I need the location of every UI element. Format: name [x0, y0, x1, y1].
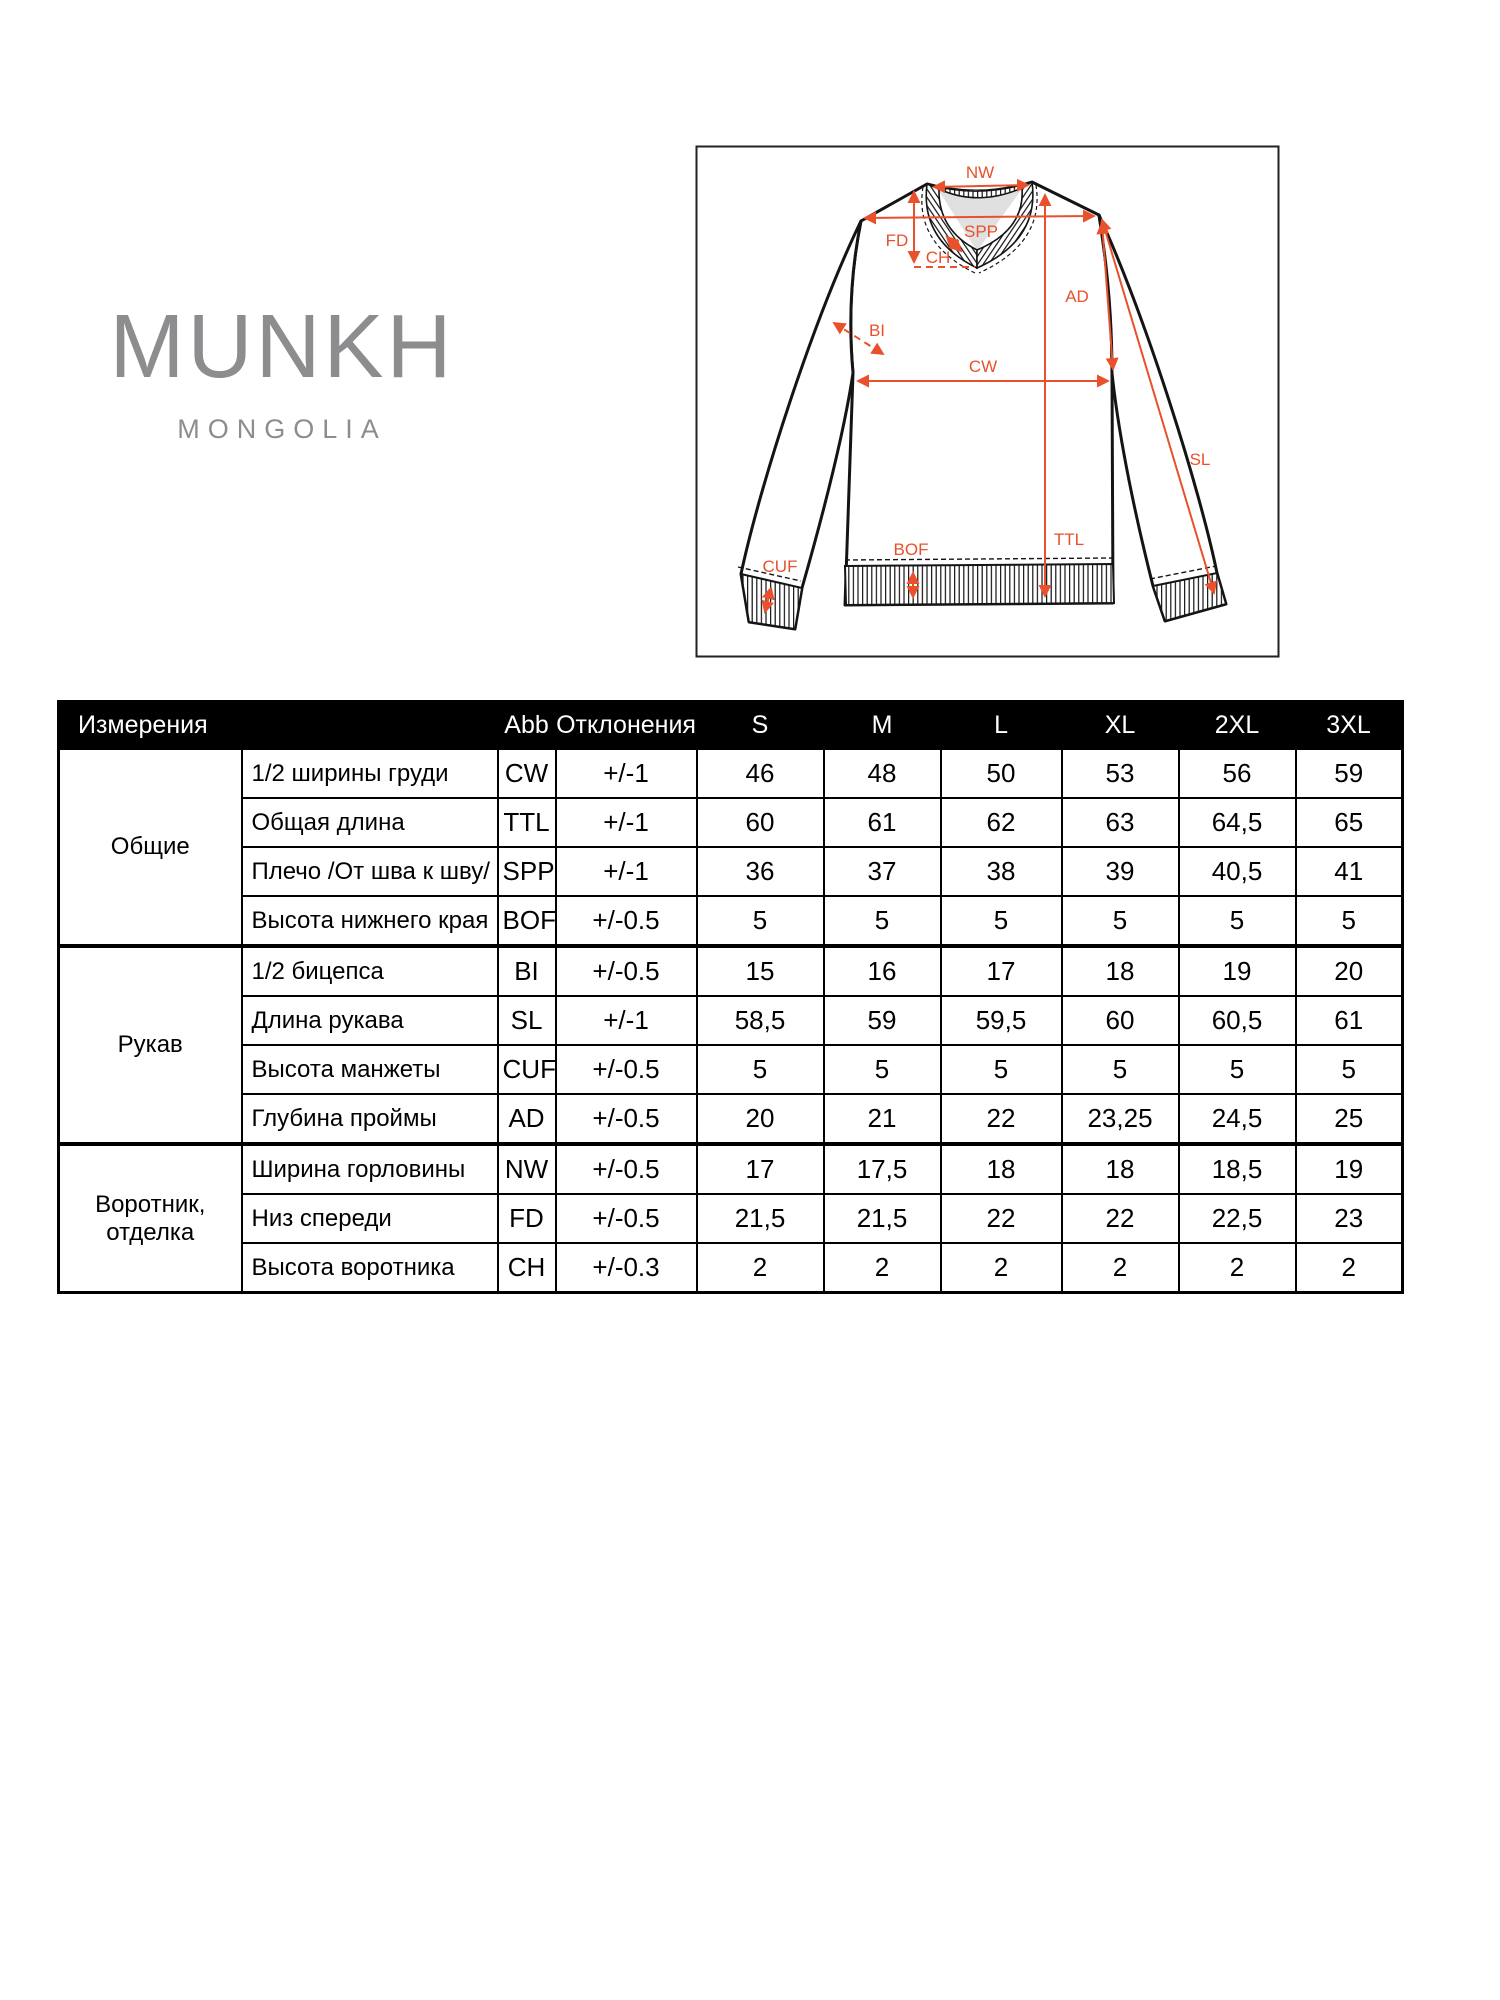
- sweater-measurement-diagram: [695, 145, 1280, 658]
- group-cell: Рукав: [59, 946, 242, 1144]
- value-cell: 2: [1179, 1243, 1296, 1293]
- header-size-3xl: 3XL: [1296, 702, 1403, 750]
- value-cell: 19: [1179, 946, 1296, 996]
- abbreviation-cell: TTL: [498, 798, 556, 847]
- value-cell: 5: [1062, 896, 1179, 946]
- value-cell: 5: [1179, 1045, 1296, 1094]
- header-size-m: M: [824, 702, 941, 750]
- header-size-l: L: [941, 702, 1062, 750]
- value-cell: 5: [697, 896, 824, 946]
- value-cell: 50: [941, 749, 1062, 798]
- table-row: [59, 749, 1403, 798]
- cuf-label: CUF: [762, 557, 798, 576]
- value-cell: 5: [941, 896, 1062, 946]
- value-cell: 61: [824, 798, 941, 847]
- value-cell: 41: [1296, 847, 1403, 896]
- value-cell: 22,5: [1179, 1194, 1296, 1243]
- table-row: [59, 847, 1403, 896]
- measure-label-cell: Длина рукава: [242, 996, 498, 1045]
- value-cell: 19: [1296, 1144, 1403, 1194]
- table-row: [59, 996, 1403, 1045]
- value-cell: 39: [1062, 847, 1179, 896]
- value-cell: 17,5: [824, 1144, 941, 1194]
- value-cell: 21: [824, 1094, 941, 1144]
- table-row: [59, 1243, 1403, 1293]
- deviation-cell: +/-1: [556, 749, 697, 798]
- value-cell: 2: [1062, 1243, 1179, 1293]
- abbreviation-cell: CUF: [498, 1045, 556, 1094]
- deviation-cell: +/-0.5: [556, 1194, 697, 1243]
- measure-label-cell: 1/2 ширины груди: [242, 749, 498, 798]
- value-cell: 65: [1296, 798, 1403, 847]
- value-cell: 59,5: [941, 996, 1062, 1045]
- deviation-cell: +/-0.3: [556, 1243, 697, 1293]
- group-cell: Общие: [59, 749, 242, 946]
- sweater-diagram-svg: [695, 145, 1280, 658]
- brand-logo: [104, 297, 460, 445]
- value-cell: 40,5: [1179, 847, 1296, 896]
- value-cell: 17: [697, 1144, 824, 1194]
- value-cell: 5: [1296, 1045, 1403, 1094]
- measure-label-cell: Глубина проймы: [242, 1094, 498, 1144]
- value-cell: 58,5: [697, 996, 824, 1045]
- abbreviation-cell: SL: [498, 996, 556, 1045]
- value-cell: 21,5: [824, 1194, 941, 1243]
- fd-label: FD: [885, 231, 909, 250]
- value-cell: 60: [1062, 996, 1179, 1045]
- value-cell: 22: [941, 1094, 1062, 1144]
- bof-label: BOF: [893, 540, 929, 559]
- deviation-cell: +/-0.5: [556, 896, 697, 946]
- spp-label: SPP: [963, 222, 999, 241]
- measure-label-cell: Низ спереди: [242, 1194, 498, 1243]
- value-cell: 2: [941, 1243, 1062, 1293]
- header-row: [59, 702, 1403, 750]
- deviation-cell: +/-0.5: [556, 1144, 697, 1194]
- abbreviation-cell: BI: [498, 946, 556, 996]
- value-cell: 38: [941, 847, 1062, 896]
- value-cell: 61: [1296, 996, 1403, 1045]
- bi-label: BI: [868, 321, 886, 340]
- header-size-xl: XL: [1062, 702, 1179, 750]
- table-row: [59, 1045, 1403, 1094]
- value-cell: 62: [941, 798, 1062, 847]
- value-cell: 5: [1296, 896, 1403, 946]
- abbreviation-cell: CW: [498, 749, 556, 798]
- brand-subtitle: MONGOLIA: [177, 414, 387, 444]
- value-cell: 16: [824, 946, 941, 996]
- measure-label-cell: Общая длина: [242, 798, 498, 847]
- value-cell: 18,5: [1179, 1144, 1296, 1194]
- header-size-s: S: [697, 702, 824, 750]
- value-cell: 20: [697, 1094, 824, 1144]
- abbreviation-cell: NW: [498, 1144, 556, 1194]
- measure-label-cell: Плечо /От шва к шву/: [242, 847, 498, 896]
- value-cell: 59: [824, 996, 941, 1045]
- table-row: [59, 1144, 1403, 1194]
- value-cell: 25: [1296, 1094, 1403, 1144]
- value-cell: 53: [1062, 749, 1179, 798]
- value-cell: 23,25: [1062, 1094, 1179, 1144]
- size-chart-table: [57, 700, 1404, 1294]
- value-cell: 24,5: [1179, 1094, 1296, 1144]
- value-cell: 5: [697, 1045, 824, 1094]
- measure-label-cell: Высота воротника: [242, 1243, 498, 1293]
- value-cell: 64,5: [1179, 798, 1296, 847]
- brand-name: MUNKH: [109, 297, 455, 397]
- deviation-cell: +/-1: [556, 996, 697, 1045]
- measure-label-cell: 1/2 бицепса: [242, 946, 498, 996]
- cw-label: CW: [968, 357, 998, 376]
- value-cell: 22: [941, 1194, 1062, 1243]
- value-cell: 5: [1062, 1045, 1179, 1094]
- value-cell: 23: [1296, 1194, 1403, 1243]
- value-cell: 2: [697, 1243, 824, 1293]
- ad-label: AD: [1065, 287, 1089, 306]
- value-cell: 5: [824, 1045, 941, 1094]
- group-cell: Воротник, отделка: [59, 1144, 242, 1293]
- sl-label: SL: [1189, 450, 1211, 469]
- value-cell: 37: [824, 847, 941, 896]
- value-cell: 56: [1179, 749, 1296, 798]
- value-cell: 18: [1062, 1144, 1179, 1194]
- value-cell: 2: [824, 1243, 941, 1293]
- deviation-cell: +/-0.5: [556, 946, 697, 996]
- value-cell: 15: [697, 946, 824, 996]
- ttl-label: TTL: [1053, 530, 1085, 549]
- abbreviation-cell: CH: [498, 1243, 556, 1293]
- value-cell: 22: [1062, 1194, 1179, 1243]
- value-cell: 59: [1296, 749, 1403, 798]
- deviation-cell: +/-0.5: [556, 1045, 697, 1094]
- value-cell: 5: [941, 1045, 1062, 1094]
- value-cell: 48: [824, 749, 941, 798]
- value-cell: 18: [1062, 946, 1179, 996]
- value-cell: 46: [697, 749, 824, 798]
- abbreviation-cell: FD: [498, 1194, 556, 1243]
- table-row: [59, 946, 1403, 996]
- abbreviation-cell: SPP: [498, 847, 556, 896]
- table-row: [59, 1094, 1403, 1144]
- measure-label-cell: Ширина горловины: [242, 1144, 498, 1194]
- value-cell: 60: [697, 798, 824, 847]
- table-row: [59, 896, 1403, 946]
- abbreviation-cell: BOF: [498, 896, 556, 946]
- measure-label-cell: Высота манжеты: [242, 1045, 498, 1094]
- header-size-2xl: 2XL: [1179, 702, 1296, 750]
- table-row: [59, 1194, 1403, 1243]
- value-cell: 63: [1062, 798, 1179, 847]
- measure-label-cell: Высота нижнего края: [242, 896, 498, 946]
- abbreviation-cell: AD: [498, 1094, 556, 1144]
- value-cell: 2: [1296, 1243, 1403, 1293]
- header-deviation: Отклонения: [556, 702, 697, 750]
- value-cell: 36: [697, 847, 824, 896]
- deviation-cell: +/-0.5: [556, 1094, 697, 1144]
- value-cell: 5: [824, 896, 941, 946]
- value-cell: 60,5: [1179, 996, 1296, 1045]
- hem-ribbing: [845, 564, 1114, 605]
- value-cell: 20: [1296, 946, 1403, 996]
- deviation-cell: +/-1: [556, 847, 697, 896]
- header-abb: Abb: [498, 702, 556, 750]
- ch-label: CH: [925, 248, 951, 267]
- value-cell: 5: [1179, 896, 1296, 946]
- header-measurements: Измерения: [59, 702, 498, 750]
- nw-label: NW: [965, 163, 995, 182]
- value-cell: 17: [941, 946, 1062, 996]
- value-cell: 18: [941, 1144, 1062, 1194]
- value-cell: 21,5: [697, 1194, 824, 1243]
- deviation-cell: +/-1: [556, 798, 697, 847]
- table-row: [59, 798, 1403, 847]
